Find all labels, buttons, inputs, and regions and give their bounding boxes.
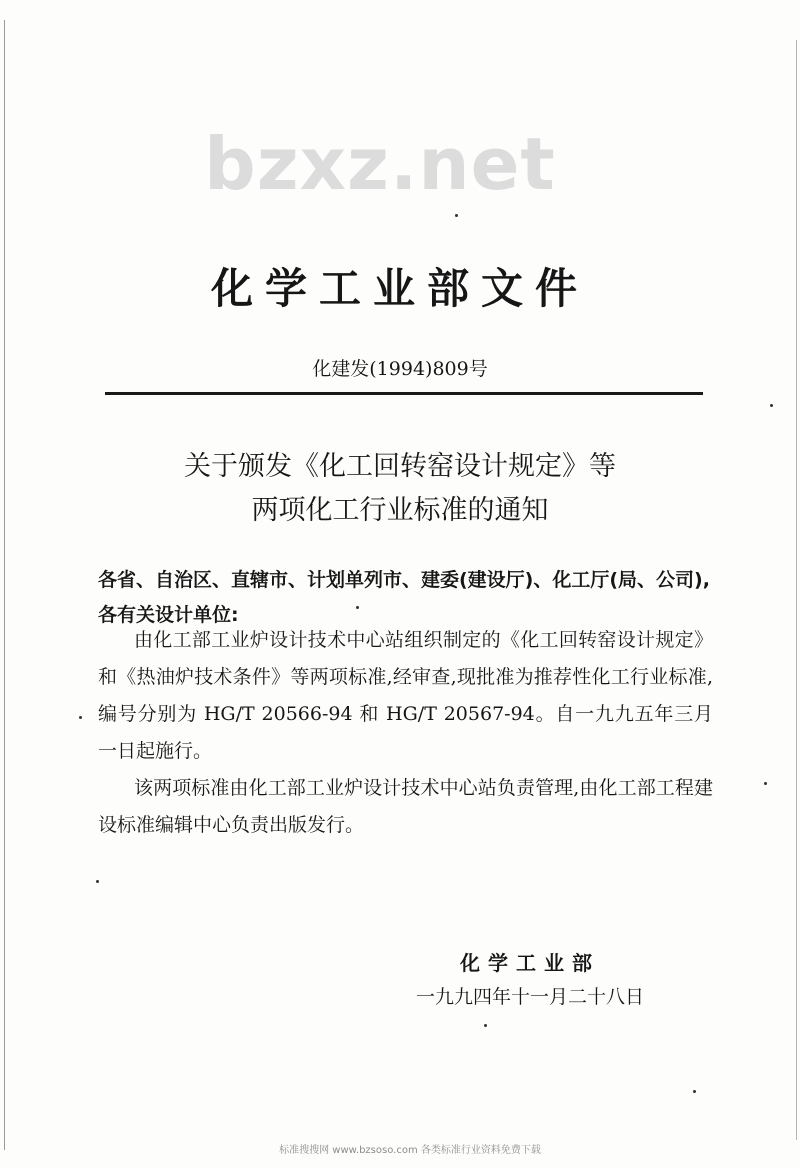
- header-rule: [105, 392, 703, 395]
- scan-speck: [770, 404, 773, 407]
- addressee: 各省、自治区、直辖市、计划单列市、建委(建设厅)、化工厅(局、公司),各有关设计单位:: [98, 569, 710, 626]
- document-number: 化建发(1994)809号: [312, 358, 488, 380]
- notice-subject: [120, 445, 680, 533]
- notice-body: [98, 622, 713, 844]
- scan-speck: [356, 606, 359, 609]
- scan-speck: [455, 214, 458, 217]
- footer-source-line: 标准搜搜网 www.bzsoso.com 各类标准行业资料免费下载: [279, 1145, 541, 1156]
- subject-line-1: 关于颁发《化工回转窑设计规定》等: [184, 451, 616, 482]
- scan-edge-left: [4, 20, 5, 1150]
- watermark: bzxz.net: [204, 122, 556, 206]
- issue-date: 一九九四年十一月二十八日: [415, 986, 644, 1008]
- scan-speck: [764, 782, 767, 785]
- body-paragraph-2: 该两项标准由化工部工业炉设计技术中心站负责管理,由化工部工程建设标准编辑中心负责出版发行。: [98, 777, 713, 836]
- subject-line-2: 两项化工行业标准的通知: [251, 495, 549, 526]
- issuer-name: 化学工业部: [460, 951, 600, 975]
- scan-speck: [484, 1024, 487, 1027]
- scan-speck: [693, 1090, 696, 1093]
- scan-edge-right: [796, 40, 797, 1140]
- body-paragraph-1: 由化工部工业炉设计技术中心站组织制定的《化工回转窑设计规定》和《热油炉技术条件》等两项标准,经审查,现批准为推荐性化工行业标准,编号分别为 HG/T 20566-94 和 HG/T 20567-94。自一九九五年三月一日起施行。: [98, 629, 713, 762]
- document-header-title: 化学工业部文件: [210, 264, 589, 313]
- scan-speck: [79, 716, 82, 719]
- scan-speck: [96, 880, 99, 883]
